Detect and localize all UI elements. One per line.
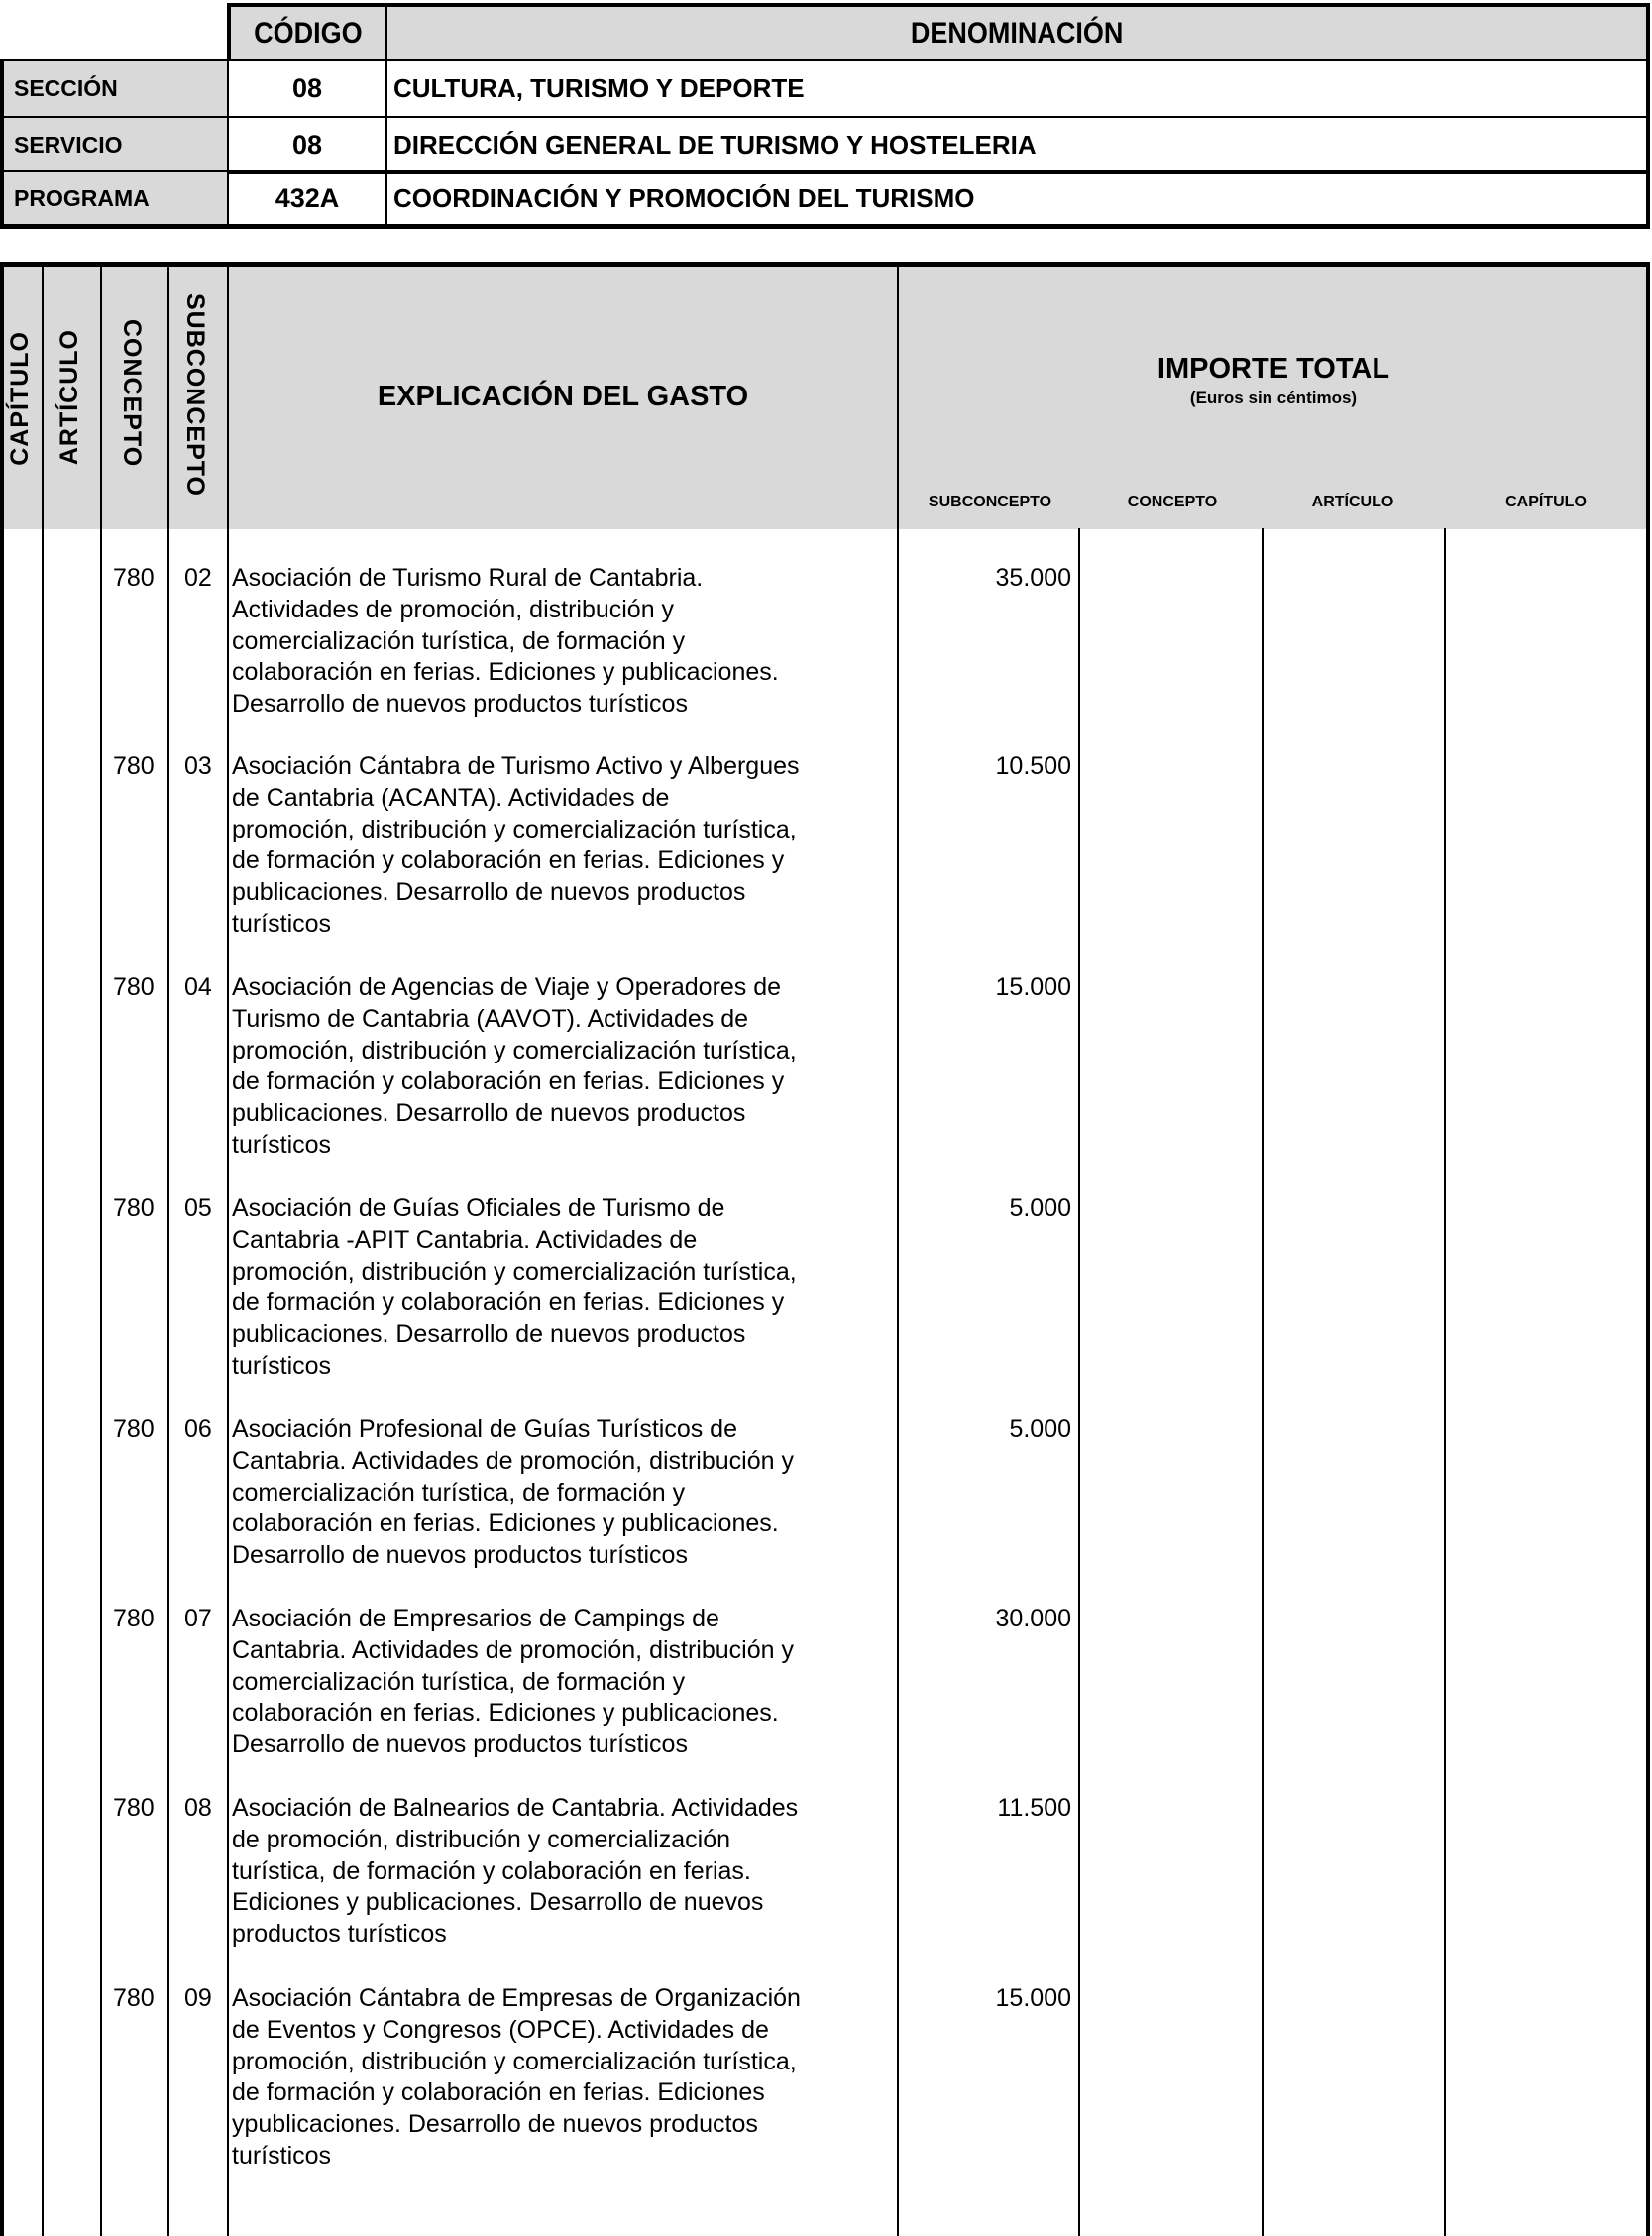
concepto-code: 780: [113, 1194, 155, 1222]
concepto-code: 780: [113, 752, 155, 780]
subconcepto-amount: 5.000: [1009, 1415, 1071, 1443]
row-name: COORDINACIÓN Y PROMOCIÓN DEL TURISMO: [393, 182, 975, 213]
col-concepto: CONCEPTO: [118, 319, 146, 468]
header-row-label: [0, 170, 229, 226]
subconcepto-code: 03: [184, 752, 212, 780]
description-line: de formación y colaboración en ferias. Ediciones y: [232, 846, 785, 875]
description-line: ypublicaciones. Desarrollo de nuevos productos: [232, 2110, 758, 2139]
description-line: turísticos: [232, 1351, 332, 1380]
expense-description: [232, 972, 797, 1162]
subconcepto-code: 05: [184, 1194, 212, 1222]
description-line: promoción, distribución y comercialización turística,: [232, 1257, 797, 1286]
description-line: turísticos: [232, 909, 332, 938]
subconcepto-code: 08: [184, 1794, 212, 1822]
description-line: comercialización turística, de formación y: [232, 1667, 686, 1696]
description-line: Desarrollo de nuevos productos turísticos: [232, 1731, 688, 1759]
description-line: Desarrollo de nuevos productos turísticos: [232, 690, 688, 719]
subconcepto-amount: 11.500: [997, 1794, 1071, 1822]
denominacion-label: DENOMINACIÓN: [910, 16, 1124, 50]
description-line: Asociación de Agencias de Viaje y Operadores de: [232, 973, 782, 1001]
description-line: Asociación Cántabra de Turismo Activo y Albergues: [232, 752, 800, 780]
divider: [100, 264, 102, 2236]
table-left-border: [0, 264, 4, 2236]
col-explicacion: EXPLICACIÓN DEL GASTO: [377, 381, 749, 412]
divider: [1262, 528, 1264, 2236]
expense-description: [232, 1983, 801, 2173]
subconcepto-amount: 35.000: [995, 564, 1071, 592]
header-row-code: [227, 116, 387, 174]
description-line: de Cantabria (ACANTA). Actividades de: [232, 783, 670, 812]
subconcepto-code: 02: [184, 564, 212, 592]
divider: [1444, 528, 1446, 2236]
description-line: publicaciones. Desarrollo de nuevos productos: [232, 878, 746, 907]
row-code: 08: [291, 73, 323, 103]
row-label: SERVICIO: [14, 132, 123, 158]
concepto-code: 780: [113, 1794, 155, 1822]
description-line: Actividades de promoción, distribución y: [232, 595, 675, 623]
col-articulo: ARTÍCULO: [55, 329, 83, 466]
description-line: promoción, distribución y comercialización turística,: [232, 815, 797, 843]
concepto-code: 780: [113, 973, 155, 1001]
row-label: PROGRAMA: [14, 184, 150, 211]
row-label: SECCIÓN: [14, 75, 118, 101]
concepto-code: 780: [113, 1415, 155, 1443]
description-line: Asociación de Turismo Rural de Cantabria.: [232, 564, 704, 592]
row-code: 432A: [275, 182, 340, 213]
codigo-label: CÓDIGO: [254, 16, 363, 50]
description-line: Cantabria. Actividades de promoción, distribución y: [232, 1635, 794, 1664]
description-line: Cantabria. Actividades de promoción, distribución y: [232, 1446, 794, 1475]
description-line: Asociación de Guías Oficiales de Turismo de: [232, 1194, 725, 1222]
importe-subtitle: (Euros sin céntimos): [1189, 389, 1358, 407]
importe-title: IMPORTE TOTAL: [1156, 353, 1390, 385]
description-line: comercialización turística, de formación y: [232, 1478, 686, 1507]
description-line: Asociación Cántabra de Empresas de Organización: [232, 1984, 801, 2012]
subconcepto-code: 06: [184, 1415, 212, 1443]
divider: [1078, 528, 1080, 2236]
row-code: 08: [291, 130, 323, 160]
expense-description: [232, 1604, 794, 1761]
subconcepto-amount: 15.000: [995, 973, 1071, 1001]
description-line: de formación y colaboración en ferias. Ediciones y: [232, 1067, 785, 1096]
row-name: CULTURA, TURISMO Y DEPORTE: [393, 73, 805, 103]
subconcepto-amount: 30.000: [995, 1605, 1071, 1632]
description-line: Desarrollo de nuevos productos turísticos: [232, 1541, 688, 1570]
subconcepto-code: 04: [184, 973, 212, 1001]
subconcepto-amount: 5.000: [1009, 1194, 1071, 1222]
header-bottom-border: [0, 224, 1650, 229]
description-line: turísticos: [232, 1130, 332, 1159]
description-line: Asociación de Balnearios de Cantabria. Actividades: [232, 1794, 799, 1822]
importe-col-concepto: CONCEPTO: [1127, 494, 1218, 510]
expense-description: [232, 1193, 797, 1383]
subconcepto-amount: 10.500: [995, 752, 1071, 780]
description-line: de promoción, distribución y comercialización: [232, 1825, 731, 1853]
header-row-label: [0, 116, 229, 174]
program-header: [0, 0, 1652, 230]
col-capitulo: CAPÍTULO: [6, 331, 34, 466]
denominacion-header: [385, 3, 1650, 61]
description-line: productos turísticos: [232, 1920, 447, 1949]
description-line: de formación y colaboración en ferias. Ediciones: [232, 2078, 765, 2107]
expense-description: [232, 563, 779, 721]
description-line: promoción, distribución y comercialización turística,: [232, 1036, 797, 1064]
description-line: colaboración en ferias. Ediciones y publicaciones.: [232, 1509, 779, 1538]
header-row-code: [227, 170, 387, 226]
description-line: Asociación de Empresarios de Campings de: [232, 1605, 719, 1632]
table-right-border: [1646, 264, 1650, 2236]
importe-col-capitulo: CAPÍTULO: [1505, 494, 1587, 510]
header-row-name: [385, 59, 1650, 118]
subconcepto-amount: 15.000: [995, 1984, 1071, 2012]
description-line: Cantabria -APIT Cantabria. Actividades de: [232, 1225, 698, 1254]
description-line: de formación y colaboración en ferias. Ediciones y: [232, 1288, 785, 1317]
description-line: colaboración en ferias. Ediciones y publicaciones.: [232, 658, 779, 687]
description-line: turística, de formación y colaboración en ferias.: [232, 1856, 751, 1885]
expense-description: [232, 751, 800, 941]
description-line: comercialización turística, de formación y: [232, 626, 686, 655]
description-line: colaboración en ferias. Ediciones y publicaciones.: [232, 1699, 779, 1728]
divider: [897, 264, 899, 2236]
header-row-label: [0, 59, 229, 118]
importe-col-articulo: ARTÍCULO: [1311, 494, 1394, 510]
importe-col-subconcepto: SUBCONCEPTO: [928, 494, 1052, 510]
concepto-code: 780: [113, 1605, 155, 1632]
description-line: publicaciones. Desarrollo de nuevos productos: [232, 1099, 746, 1128]
divider: [167, 264, 169, 2236]
expense-description: [232, 1793, 798, 1951]
header-row-name: [385, 116, 1650, 174]
subconcepto-code: 07: [184, 1605, 212, 1632]
description-line: promoción, distribución y comercialización turística,: [232, 2047, 797, 2075]
description-line: Asociación Profesional de Guías Turísticos de: [232, 1415, 737, 1443]
description-line: Turismo de Cantabria (AAVOT). Actividades de: [232, 1004, 749, 1033]
header-row-code: [227, 59, 387, 118]
concepto-code: 780: [113, 564, 155, 592]
col-subconcepto: SUBCONCEPTO: [181, 293, 209, 498]
row-name: DIRECCIÓN GENERAL DE TURISMO Y HOSTELERIA: [393, 130, 1037, 160]
header-row-name: [385, 170, 1650, 226]
subconcepto-code: 09: [184, 1984, 212, 2012]
table-top-border: [0, 262, 1650, 267]
description-line: turísticos: [232, 2141, 332, 2170]
description-line: publicaciones. Desarrollo de nuevos productos: [232, 1320, 746, 1349]
concepto-code: 780: [113, 1984, 155, 2012]
codigo-header: [227, 3, 387, 61]
description-line: Ediciones y publicaciones. Desarrollo de nuevos: [232, 1888, 764, 1917]
expense-description: [232, 1414, 794, 1572]
divider: [227, 264, 229, 2236]
divider: [42, 264, 44, 2236]
description-line: de Eventos y Congresos (OPCE). Actividades de: [232, 2015, 769, 2044]
